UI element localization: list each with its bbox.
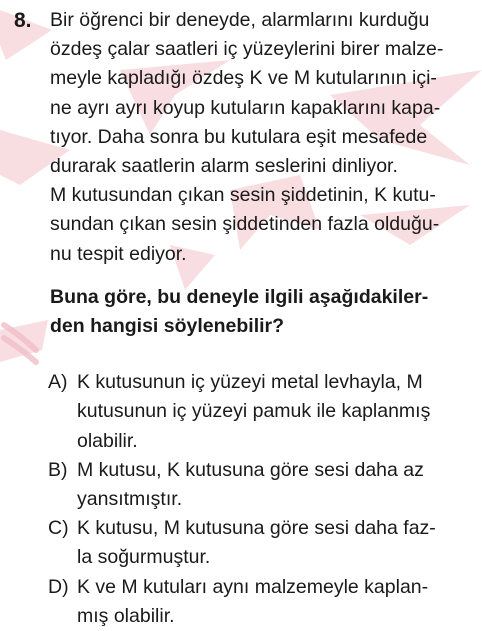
option-letter: B) [48,458,68,481]
stem-line: Bir öğrenci bir deneyde, alarmlarını kurduğu [50,9,430,31]
option-letter: C) [48,517,69,540]
option-text-line: K kutusunun iç yüzeyi metal levhayla, M [77,371,423,394]
question-prompt [50,283,480,341]
option-text-line: kutusunun iç yüzeyi pamuk ile kaplanmış [77,400,431,423]
option-text-line: la soğurmuştur. [77,546,211,569]
stem-line: tıyor. Daha sonra bu kutulara eşit mesafede [50,125,428,148]
option-text-line: K kutusu, M kutusuna göre sesi daha faz- [77,517,436,540]
answer-options [50,368,480,631]
stem-line: meyle kapladığı özdeş K ve M kutularının içi- [50,67,437,90]
stem-line: M kutusundan çıkan sesin şiddetinin, K kutu- [50,184,436,207]
prompt-line: den hangisi söylenebilir? [50,315,285,338]
option-letter: D) [48,575,69,598]
prompt-line: Buna göre, bu deneyle ilgili aşağıdakiler- [50,285,429,308]
option-text-line: M kutusu, K kutusuna göre sesi daha az [77,458,424,481]
option-a[interactable] [48,368,480,456]
stem-line: nu tespit ediyor. [50,242,187,265]
stem-line: özdeş çalar saatleri iç yüzeylerini birer malze- [50,38,444,61]
question-number: 8. [14,9,32,32]
option-d[interactable] [48,573,480,631]
option-text-line: K ve M kutuları aynı malzemeyle kaplan- [77,575,429,598]
stem-line: sundan çıkan sesin şiddetinden fazla olduğu- [50,213,440,236]
option-text-line: olabilir. [77,429,138,452]
option-c[interactable] [48,514,480,572]
question-stem [50,6,480,269]
stem-line: durarak saatlerin alarm seslerini dinliyor. [50,155,398,178]
option-text-line: yansıtmıştır. [77,488,183,511]
option-b[interactable] [48,456,480,514]
option-letter: A) [48,371,68,394]
stem-line: ne ayrı ayrı koyup kutuların kapaklarını kapa- [50,96,441,119]
option-text-line: mış olabilir. [77,604,175,627]
question-body [50,6,480,631]
